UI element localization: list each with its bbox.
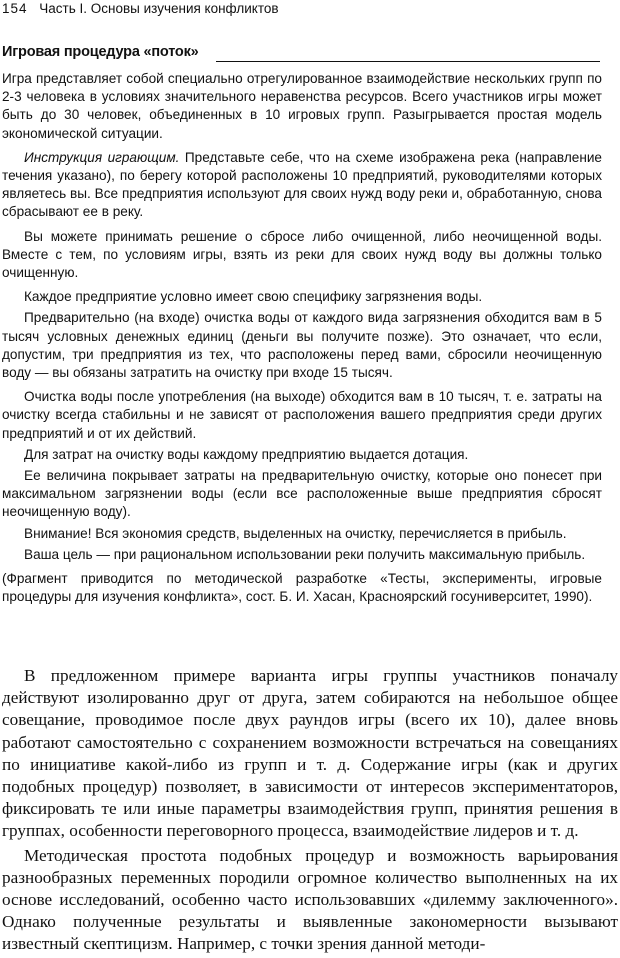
rule-paragraph: Ваша цель — при рациональном использовании реки получить максимальную прибыль.: [24, 546, 586, 562]
page-number: 154: [2, 1, 28, 16]
game-intro-paragraph: Игра представляет собой специально отрегулированное взаимодействие нескольких групп по 2-3 человека в условиях значительного неравенства ресурсов. Всего участников игры может быть до 30 человек, объединенных в 10 игровых групп. Разыгрывается простая модель экономической ситуации.: [2, 71, 602, 141]
instruction-text: Представьте себе, что на схеме изображена река (направление течения указано), по берегу которой расположены 10 предприятий, руководителями которых являетесь вы. Все предприятия используют для своих нужд воду реки и, обработанную, снова сбрасывают ее в реку.: [2, 149, 602, 220]
rule-paragraph: Каждое предприятие условно имеет свою специфику загрязнения воды.: [24, 289, 483, 305]
rule-paragraph: Очистка воды после употребления (на выходе) обходится вам в 10 тысяч, т. е. затраты на очистку всегда стабильны и не зависят от расположения вашего предприятия среди других предприятий и от их действий.: [2, 389, 602, 441]
body-paragraph: Методическая простота подобных процедур и возможность варьирования разнообразных переменных породили огромное количество выполненных на их основе исследований, особенно часто использовавших «дилемму заключенного». Однако полученные результаты и выявленные закономерности вызывают известный скептицизм. Например, с точки зрения данной методи-: [2, 845, 618, 954]
main-text: [2, 665, 618, 958]
body-paragraph: В предложенном примере варианта игры группы участников поначалу действуют изолированно друг от друга, затем собираются на небольшое общее совещание, проводимое после двух раундов игры (всего их 10), далее вновь работают самостоятельно с сохранением возможности встречаться на совещаниях по инициативе какой-либо из групп и т. д. Содержание игры (как и других подобных процедур) позволяет, в зависимости от интересов экспериментаторов, фиксировать те или иные параметры взаимодействия групп, принятия решения в группах, особенности переговорного процесса, взаимодействие лидеров и т. д.: [2, 666, 618, 841]
instruction-paragraph: [2, 149, 602, 222]
section-heading: [2, 44, 600, 66]
running-header: [2, 1, 279, 21]
rule-paragraph: Вы можете принимать решение о сбросе либо очищенной, либо неочищенной воды. Вместе с тем, по условиям игры, взять из реки для своих нужд воду вы должны только очищенную.: [2, 228, 602, 281]
rule-paragraph: Ее величина покрывает затраты на предварительную очистку, которые оно понесет при максимальном загрязнении воды (если все расположенные выше предприятия сбросят неочищенную воду).: [2, 468, 602, 520]
rule-paragraph: Для затрат на очистку воды каждому предприятию выдается дотация.: [24, 446, 469, 462]
heading-rule: [216, 61, 600, 62]
running-title: Часть I. Основы изучения конфликтов: [39, 1, 279, 16]
instruction-label: Инструкция играющим.: [24, 149, 180, 165]
section-title: Игровая процедура «поток»: [2, 44, 199, 60]
game-description-box: [2, 70, 602, 612]
rule-paragraph: Внимание! Вся экономия средств, выделенных на очистку, перечисляется в прибыль.: [24, 525, 567, 541]
source-note: (Фрагмент приводится по методической разработке «Тесты, эксперименты, игровые процедуры для изучения конфликта», сост. Б. И. Хасан, Красноярский госуниверситет, 1990).: [2, 571, 602, 605]
rule-paragraph: Предварительно (на входе) очистка воды от каждого вида загрязнения обходится вам в 5 тысяч условных денежных единиц (деньги вы получите позже). Это означает, что если, допустим, три предприятия из тех, что расположены перед вами, сбросили неочищенную воду — вы обязаны затратить на очистку при входе 15 тысяч.: [2, 310, 602, 381]
